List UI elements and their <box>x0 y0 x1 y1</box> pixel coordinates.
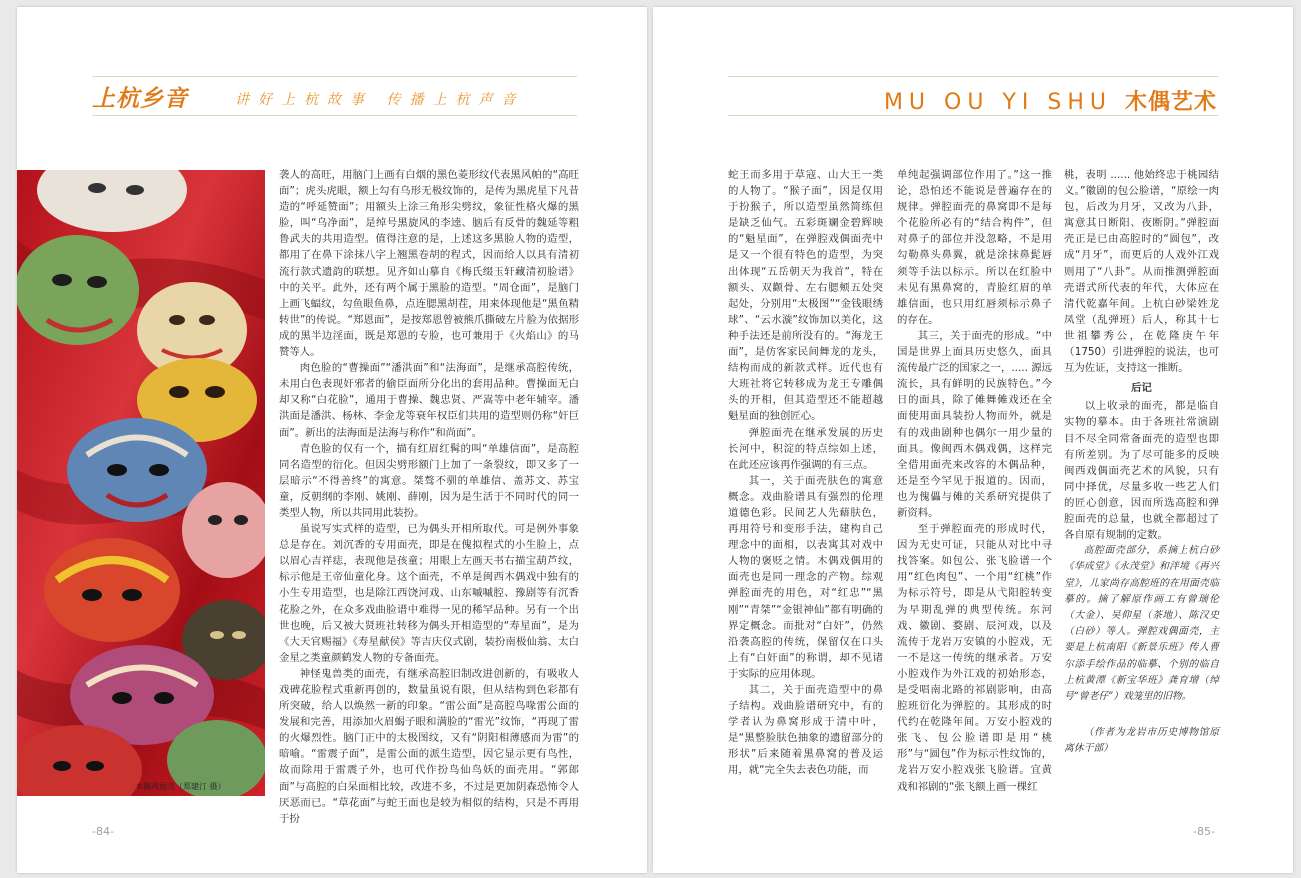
right-article-column-3 <box>1064 167 1219 758</box>
paragraph: 以上收录的面壳，都是临自实物的摹本。由于各班社常演剧目不尽全同常备面壳的造型也即有所差别。为了尽可能多的反映闽西戏偶面壳艺术的风貌，只有同中择优，尽量多收一些艺人们的匠心创意，因而所选高腔和弹腔面壳的总量，也就全都超过了各自原有规制的定数。 <box>1064 400 1219 542</box>
paragraph: 青色脸的仅有一个，描有红眉红髯的叫“单雄信面”，是高腔同名造型的衍化。但因尖劈形额门上加了一条裂纹，即又多了一层暗示“不得善终”的寓意。桀骜不驯的单雄信、盖苏文、苏宝童，反朝纲的李刚、姚刚、薛刚，因为是生活于不同时代的同一类型人物，所以共同用此装扮。 <box>279 442 579 519</box>
paragraph: 虽说写实式样的造型，已为偶头开相所取代。可是例外事象总是存在。刘沉香的专用面壳，即是在傀拟程式的小生脸上，点以眉心吉祥痣，表现他是孩童；用眼上左画天书右描宝葫芦纹，标示他是王帝仙童化身。这个面壳，不单是闽西木偶戏中独有的小生专用造型，也是除江西饶河戏、山东嘁嘁腔、豫剧等有沉香花脸之外，在众多戏曲脸谱中难得一见的稀罕品种。另有一个出世也晚，后又被大贤班社转移为偶头开相造型的“寿星面”，是为《大天官赐福》《寿星献侯》等吉庆仪式剧，装扮南极仙翁、太白金星之类童颜鹤发人物的专备面壳。 <box>279 523 579 664</box>
mask-green <box>17 235 139 345</box>
right-page <box>653 7 1293 873</box>
afterword-title: 后记 <box>1131 382 1152 395</box>
section-title <box>884 85 1217 116</box>
page-number-right: -85- <box>1193 825 1215 838</box>
paragraph: 袭人的高旺，用脑门上画有白烟的黑色菱形纹代表黑风帕的“高旺面”；虎头虎眼，额上勾有乌形无极纹饰的，是传为黑虎星下凡昔造的“呼延赞面”；用额头上涂三角形尖劈纹，象征性格火爆的黑脸，叫“乌净面”，是绰号黑旋风的李逵、脑后有反骨的魏延等粗鲁武夫的共用造型。值得注意的是，上述这多黑脸人物的造型，都用了在鼻下涂抹八字上翘黑卷胡的程式，因而给人以具有清初流行款式遗韵的联想。见齐如山摹自《梅氏缀玉轩藏清初脸谱》中的关平。此外，还有两个属于黑脸的造型。“周仓面”，是脑门上画飞蝠纹，勾鱼眼鱼鼻，点连腮黑胡茬，用来体现他是“黑鱼精转世”的传说。“郑恩面”，是按郑恩曾被熊爪撕破左片脸为依据形成的黑半边淫面，既是郑恩的专脸，也可兼用于《火焰山》的马赞等人。 <box>279 169 579 359</box>
paragraph: 肉色脸的“曹操面”“潘洪面”和“法海面”，是继承高腔传统，未用白色表现奸邪者的偷臣面所分化出的套用品种。曹操面无白却又称“白花脸”，通用于曹操、魏忠贤、严嵩等中老年辅宰。潘洪面是潘洪、杨林、李金龙等衰年权臣们共用的造型则仍称“奸巨面”。新出的法海面是法海与称作“和尚面”。 <box>279 362 579 439</box>
photo-caption: 木偶戏面壳（郑建汀 摄） <box>135 782 226 791</box>
left-page <box>17 7 647 873</box>
puppet-masks-photo <box>17 170 265 796</box>
right-article-column-1 <box>728 167 883 779</box>
mask-red-yellow <box>44 538 180 642</box>
header-rule-bottom <box>92 115 577 116</box>
paragraph: 神怪鬼兽类的面壳，有继承高腔旧制改进创新的，有吸收人戏碑花脸程式重新再创的，数量虽说有限，但从结构到色彩都有所突破，给人以焕然一新的印象。“雷公面”是高腔鸟喙雷公面的发展和完善，用添加火眉蝎子眼和满脸的“雷光”纹饰，“再现了雷的火爆烈性。脑门正中的太极图纹，又有“阴阳相薄感而为雷”的暗喻。“雷震子面”，是雷公面的派生造型，因它显示更有鸟性，故而除用于雷震子外，也可代作扮鸟仙鸟妖的面壳用。“郭郎面”与高腔的白呆面相比较，改进不多，不过是更加阴森恐怖令人厌恶而已。“草花面”与蛇王面也是较为相似的结构，只是不再用于扮 <box>279 667 579 825</box>
author-note: （作者为龙岩市历史博物馆原离休干部） <box>1064 727 1219 755</box>
header-rule-top <box>728 76 1218 77</box>
mask-blue <box>67 418 207 522</box>
page-number-left: -84- <box>92 825 114 838</box>
paragraph: 至于弹腔面壳的形成时代，因为无史可证，只能从对比中寻找答案。如包公、张飞脸谱一个用“红色肉包”、一个用“红桃”作为标示符号，即是从弋阳腔转变为早期乱弹的典型传统。东河戏、徽剧、婺剧、辰河戏，以及流传于龙岩万安镇的小腔戏，无一不是这一传统的继承者。万安小腔戏作为外江戏的初始形态，是受唱南北路的祁剧影响，由高腔班衍化为弹腔的。其形成的时代约在乾隆年间。万安小腔戏的张飞、包公脸谱即是用“桃形”与“圆包”作为标示性纹饰的，龙岩万安小腔戏张飞脸谱。宜黄戏和祁剧的“张飞额上画一棵红 <box>897 523 1052 793</box>
puppet-masks-illustration <box>17 170 265 796</box>
paragraph-serif: 高腔面壳部分，系摘上杭白砂《华成堂》《永茂堂》和泮境《再兴堂》，儿家尚存高腔班的在用面壳临摹的。摘了解原作画工有曾瑞伦（大金）、吴仰星（茶地）、陈汉史（白砂）等人。弹腔戏偶面壳，主要是上杭南阳《新景乐班》传人曹尔添手绘作品的临摹、个别的临自上杭黄潭《新宝华班》龚育增（绰号“曾老仔”）戏笼里的旧物。 <box>1064 545 1219 702</box>
paragraph: 其一，关于面壳肤色的寓意概念。戏曲脸谱具有强烈的伦理道德色彩。民间艺人先藉肤色，再用符号和变形手法，建构自己理念中的面相，以表寓其对戏中人物的褒贬之情。木偶戏偶用的面壳也是同一理念的产物。综观弹腔面壳的用色，对“红忠”“黑刚”“青桀”“金银神仙”都有明确的界定概念。而批对“白奸”，仍然沿袭高腔的传统，保留仅在口头上有“白奸面”的称谓，却不见诸于实际的应用体现。 <box>728 474 883 680</box>
paragraph: 桃，表明 ...... 他始终忠于桃园结义。”徽剧的包公脸谱，“原绘一肉包，后改为月牙，又改为八卦，寓意其日断阳、夜断阴。”弹腔面壳正是已由高腔时的“圆包”，改成“月牙”，而更后的人戏外江戏则用了“八卦”。从而推测弹腔面壳谱式所代表的年代，大体应在清代乾嘉年间。上杭白砂梁姓龙凤堂（乱弹班）后人，称其十七世祖攀秀公，在乾隆庚午年（1750）引进弹腔的说法，也可互为佐证，支持这一推断。 <box>1064 169 1219 375</box>
header-rule-top <box>92 76 577 77</box>
paragraph: 其三，关于面壳的形成。“中国是世界上面具历史悠久，面具流传最广泛的国家之一，..... 源远流长，具有鲜明的民族特色。”今日的面具，除了傩舞傩戏还在全面使用面具装扮人物而外，就是有的戏曲剧种也偶尔一用少量的面具。像闽西木偶戏偶，这样完全借用面壳来改容的木偶品种，还是至今罕见于报道的。因而，也为傀儡与傩的关系研究提供了新资料。 <box>897 329 1052 519</box>
paragraph: 单纯起强调部位作用了。”这一推论，恐怕还不能说是普遍存在的规律。弹腔面壳的鼻窝即不是每个花脸所必有的“结合构件”，但对鼻子的部位并没忽略，不是用勾勒鼻头鼻翼，就是涂抹鼻髭唇须等手法以标示。所以在红脸中未见有黑鼻窝的，青脸红眉的单雄信面，也只用红唇须标示鼻子的存在。 <box>897 169 1052 326</box>
section-title-chinese: 木偶艺术 <box>1124 90 1217 115</box>
paragraph: 弹腔面壳在继承发展的历史长河中，积淀的特点综如上述，在此还应该再作强调的有三点。 <box>728 426 883 471</box>
section-title-pinyin: MU OU YI SHU <box>883 90 1112 115</box>
left-article-column <box>279 167 579 827</box>
paragraph: 蛇王而多用于草寇、山大王一类的人物了。“猴子面”，因是仅用于扮猴子，所以造型虽然简练但是缺乏仙气。五彩斑斓金碧辉映的“魁星面”，在弹腔戏偶面壳中是又一个很有特色的造型，为突出体现“五岳朝天为我首”，特在额头、双颧骨、左右腮颊五处突起处，分别用“太极图”“金钱眼绣球”、“云水漩”纹饰加以美化，这种手法还是前所没有的。“海龙王面”，是仿客家民间舞龙的龙头，结构而成的新款式样。近代也有大班社将它转移成为龙王专雕偶头的开相，但其造型还不能超越魁星面的独创匠心。 <box>728 169 883 423</box>
paragraph: 其二，关于面壳造型中的鼻子结构。戏曲脸谱研究中，有的学者认为鼻窝形成于清中叶，是“黑整脸肤色抽象的遗留部分的形状”后来随着黑鼻窝的普及运用，就“完全失去表色功能，而 <box>728 684 883 777</box>
right-article-column-2 <box>897 167 1052 795</box>
brand-logo: 上杭乡音 <box>92 85 188 112</box>
slogan: 讲好上杭故事 传播上杭声音 <box>235 92 525 108</box>
